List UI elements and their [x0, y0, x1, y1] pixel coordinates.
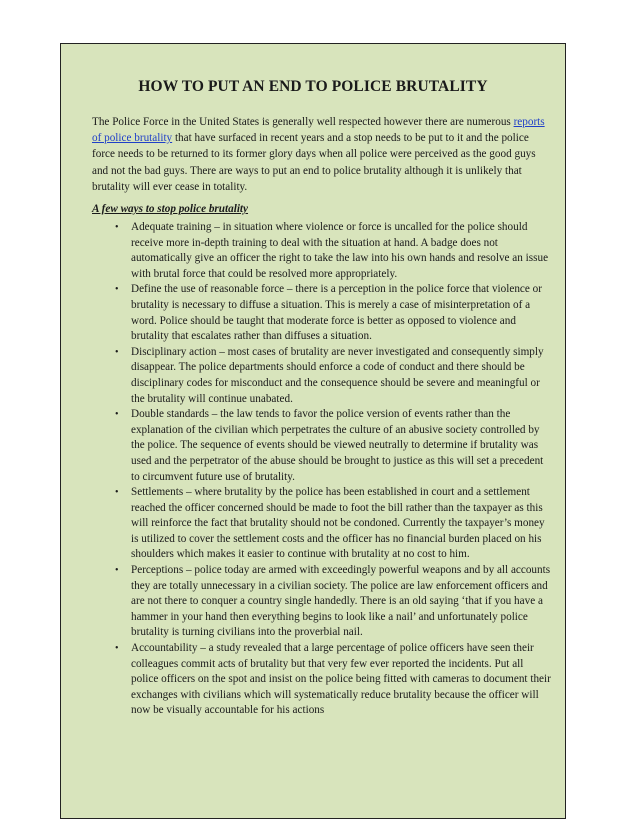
police-brutality-reports-link[interactable]: reports of police brutality: [92, 116, 545, 145]
list-item-text: Define the use of reasonable force – there is a perception in the police force that violence or brutality is necessary to diffuse a situation. This is merely a case of misinterpretation of a word. Police should be taught that moderate force is better as opposed to violence and brutality that escalates rather than diffuses a situation.: [131, 283, 542, 343]
bullet-icon: •: [115, 284, 119, 296]
page-title: HOW TO PUT AN END TO POLICE BRUTALITY: [138, 78, 488, 95]
list-item: [92, 485, 552, 563]
list-item-text: Adequate training – in situation where violence or force is uncalled for the police should receive more in-depth training to deal with the situation at hand. A badge does not automatically give an officer the right to take the law into his own hands and resolve an issue with brutal force that could be resolved more appropriately.: [131, 221, 549, 280]
bullet-icon: •: [115, 409, 119, 421]
list-item-text: Disciplinary action – most cases of brutality are never investigated and consequently simply disappear. The police departments should enforce a code of conduct and there should be disciplinary codes for misconduct and the consequence should be severe and meaningful or the brutality will continue unabated.: [131, 345, 544, 405]
section-subheading: A few ways to stop police brutality: [92, 203, 249, 215]
intro-text-start: The Police Force in the United States is generally well respected however there are numerous: [92, 116, 514, 128]
bullet-icon: •: [115, 487, 119, 499]
list-item: [92, 563, 552, 641]
list-item: [92, 641, 552, 719]
tips-list: [92, 220, 552, 719]
list-item-text: Perceptions – police today are armed with exceedingly powerful weapons and by all accounts they are totally unnecessary in a civilian society. The police are law enforcement officers and are not there to conquer a country single handedly. There is an old saying ‘that if you have a hammer in your hand then everything begins to look like a nail’ and unfortunately police brutality is turning civilians into the proverbial nail.: [131, 564, 551, 639]
list-item: [92, 407, 552, 485]
intro-paragraph: [92, 114, 552, 195]
bullet-icon: •: [115, 346, 119, 358]
list-item-text: Accountability – a study revealed that a large percentage of police officers have seen their colleagues commit acts of brutality but that very few ever reported the incidents. Put all police officers on the spot and insist on the police being fitted with cameras to document their exchanges with civilians which will systematically reduce brutality because the officer will now be visually accountable for his actions: [131, 642, 551, 717]
bullet-icon: •: [115, 643, 119, 655]
document-page: [60, 43, 566, 819]
list-item: [92, 220, 552, 282]
list-item: [92, 282, 552, 344]
bullet-icon: •: [115, 565, 119, 577]
intro-text-end: that have surfaced in recent years and a stop needs to be put to it and the police force needs to be returned to its former glory days when all police were perceived as the good guys and not the bad guys. There are ways to put an end to police brutality although it is unlikely that brutality will ever cease in totality.: [92, 132, 536, 193]
list-item-text: Settlements – where brutality by the police has been established in court and a settlement reached the officer concerned should be made to foot the bill rather than the taxpayer as this will reinforce the fact that brutality should not be condoned. Currently the taxpayer’s money is utilized to cover the settlement costs and the officer has no financial burden placed on his shoulders which makes it easier to continue with brutality at no cost to him.: [131, 486, 545, 561]
list-item-text: Double standards – the law tends to favor the police version of events rather than the explanation of the civilian which perpetrates the culture of an abusive society controlled by the police. The sequence of events should be viewed neutrally to determine if brutality was used and the perpetrator of the abuse should be brought to justice as this will set a precedent to circumvent future use of brutality.: [131, 408, 544, 483]
bullet-icon: •: [115, 222, 119, 233]
list-item: [92, 345, 552, 407]
